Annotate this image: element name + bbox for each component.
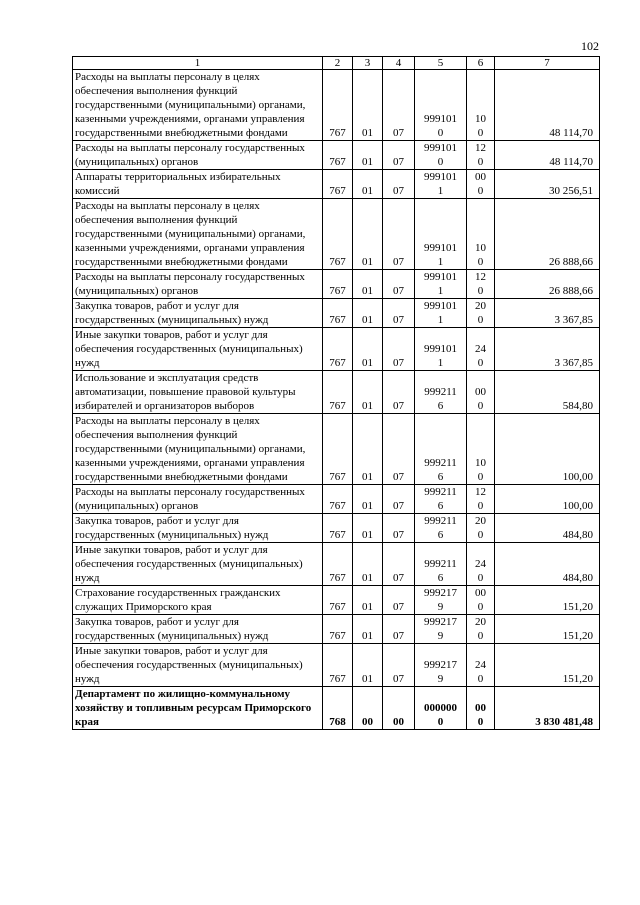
expense-type-cell xyxy=(467,644,495,687)
expense-type-cell-text: 0 xyxy=(477,185,484,197)
expense-type-cell-text: 0 xyxy=(477,500,484,512)
amount-cell xyxy=(495,141,600,170)
expense-type-cell-text: 0 xyxy=(477,471,484,483)
expense-type-cell-text: 0 xyxy=(477,156,484,168)
section-code-cell xyxy=(353,199,383,270)
target-article-cell xyxy=(415,170,467,199)
expense-name-cell xyxy=(73,485,323,514)
table-row xyxy=(73,328,600,371)
subsection-code-cell-text: 00 xyxy=(393,716,404,728)
target-article-cell-text: 999101 xyxy=(424,343,457,355)
table-row xyxy=(73,70,600,141)
expense-name-cell-text: Департамент по жилищно-коммунальному хозяйству и топливным ресурсам Приморского края xyxy=(75,688,312,728)
target-article-cell-text: 999211 xyxy=(424,515,457,527)
ministry-code-cell xyxy=(323,586,353,615)
expense-type-cell-text: 20 xyxy=(475,300,486,312)
target-article-cell-text: 999101 xyxy=(424,300,457,312)
header-cell: 1 xyxy=(73,57,323,70)
target-article-cell-text: 1 xyxy=(437,185,444,197)
expense-type-cell-text: 00 xyxy=(475,171,486,183)
table-row xyxy=(73,371,600,414)
section-code-cell xyxy=(353,141,383,170)
ministry-code-cell xyxy=(323,543,353,586)
amount-cell-text: 484,80 xyxy=(562,529,593,541)
ministry-code-cell xyxy=(323,70,353,141)
expense-type-cell-text: 10 xyxy=(475,113,486,125)
table-row xyxy=(73,299,600,328)
amount-cell xyxy=(495,270,600,299)
expense-type-cell-text: 0 xyxy=(477,716,484,728)
target-article-cell-text: 0 xyxy=(437,127,444,139)
section-code-cell xyxy=(353,615,383,644)
subsection-code-cell xyxy=(383,199,415,270)
amount-cell xyxy=(495,299,600,328)
section-code-cell xyxy=(353,328,383,371)
amount-cell xyxy=(495,615,600,644)
header-cell: 3 xyxy=(353,57,383,70)
expense-name-cell xyxy=(73,371,323,414)
expense-name-cell-text: Страхование государственных гражданских служащих Приморского края xyxy=(75,587,281,613)
expense-name-cell-text: Расходы на выплаты персоналу в целях обеспечения выполнения функций государственными (муниципальными) органами, казенными учреждениями, органами управления государственными внебюджетными фондами xyxy=(75,415,306,483)
amount-cell-text: 26 888,66 xyxy=(549,256,593,268)
expense-name-cell-text: Использование и эксплуатация средств автоматизации, повышение правовой культуры избирателей и организаторов выборов xyxy=(75,372,296,412)
expense-type-cell-text: 0 xyxy=(477,601,484,613)
ministry-code-cell-text: 767 xyxy=(329,285,346,297)
expense-type-cell xyxy=(467,70,495,141)
budget-table xyxy=(72,56,600,730)
section-code-cell-text: 01 xyxy=(362,630,373,642)
target-article-cell xyxy=(415,543,467,586)
expense-type-cell-text: 0 xyxy=(477,529,484,541)
ministry-code-cell xyxy=(323,485,353,514)
expense-type-cell-text: 00 xyxy=(475,386,486,398)
expense-name-cell xyxy=(73,644,323,687)
amount-cell xyxy=(495,70,600,141)
subsection-code-cell-text: 07 xyxy=(393,500,404,512)
expense-name-cell xyxy=(73,270,323,299)
section-code-cell xyxy=(353,485,383,514)
section-code-cell xyxy=(353,371,383,414)
subsection-code-cell xyxy=(383,586,415,615)
ministry-code-cell xyxy=(323,299,353,328)
table-row xyxy=(73,170,600,199)
table-row xyxy=(73,485,600,514)
expense-name-cell xyxy=(73,414,323,485)
target-article-cell-text: 999211 xyxy=(424,386,457,398)
expense-type-cell-text: 20 xyxy=(475,515,486,527)
section-code-cell xyxy=(353,414,383,485)
amount-cell xyxy=(495,586,600,615)
subsection-code-cell-text: 07 xyxy=(393,572,404,584)
ministry-code-cell-text: 767 xyxy=(329,185,346,197)
ministry-code-cell-text: 767 xyxy=(329,601,346,613)
amount-cell xyxy=(495,199,600,270)
target-article-cell xyxy=(415,586,467,615)
expense-type-cell-text: 12 xyxy=(475,271,486,283)
expense-name-cell-text: Расходы на выплаты персоналу в целях обеспечения выполнения функций государственными (муниципальными) органами, казенными учреждениями, органами управления государственными внебюджетными фондами xyxy=(75,71,306,139)
target-article-cell-text: 6 xyxy=(437,529,444,541)
subsection-code-cell xyxy=(383,644,415,687)
amount-cell-text: 151,20 xyxy=(562,673,593,685)
ministry-code-cell-text: 767 xyxy=(329,673,346,685)
expense-name-cell-text: Иные закупки товаров, работ и услуг для обеспечения государственных (муниципальных) нужд xyxy=(75,544,303,584)
ministry-code-cell xyxy=(323,514,353,543)
expense-type-cell-text: 24 xyxy=(475,343,486,355)
target-article-cell xyxy=(415,514,467,543)
expense-name-cell xyxy=(73,70,323,141)
target-article-cell-text: 6 xyxy=(437,500,444,512)
target-article-cell xyxy=(415,687,467,730)
target-article-cell-text: 6 xyxy=(437,471,444,483)
expense-type-cell xyxy=(467,687,495,730)
expense-name-cell xyxy=(73,615,323,644)
ministry-code-cell-text: 767 xyxy=(329,256,346,268)
amount-cell xyxy=(495,371,600,414)
target-article-cell-text: 999217 xyxy=(424,587,457,599)
target-article-cell xyxy=(415,414,467,485)
target-article-cell-text: 6 xyxy=(437,400,444,412)
target-article-cell xyxy=(415,371,467,414)
section-code-cell-text: 01 xyxy=(362,471,373,483)
ministry-code-cell-text: 767 xyxy=(329,529,346,541)
expense-type-cell-text: 24 xyxy=(475,659,486,671)
section-code-cell xyxy=(353,70,383,141)
section-code-cell-text: 01 xyxy=(362,127,373,139)
ministry-code-cell-text: 767 xyxy=(329,357,346,369)
expense-name-cell xyxy=(73,170,323,199)
amount-cell xyxy=(495,543,600,586)
subsection-code-cell-text: 07 xyxy=(393,601,404,613)
expense-name-cell-text: Расходы на выплаты персоналу в целях обеспечения выполнения функций государственными (муниципальными) органами, казенными учреждениями, органами управления государственными внебюджетными фондами xyxy=(75,200,306,268)
subsection-code-cell xyxy=(383,414,415,485)
header-cell: 4 xyxy=(383,57,415,70)
table-row xyxy=(73,141,600,170)
target-article-cell-text: 999101 xyxy=(424,142,457,154)
ministry-code-cell-text: 767 xyxy=(329,127,346,139)
target-article-cell xyxy=(415,199,467,270)
subsection-code-cell-text: 07 xyxy=(393,256,404,268)
ministry-code-cell xyxy=(323,414,353,485)
target-article-cell-text: 999211 xyxy=(424,457,457,469)
subsection-code-cell xyxy=(383,687,415,730)
expense-name-cell xyxy=(73,199,323,270)
expense-type-cell xyxy=(467,586,495,615)
expense-name-cell-text: Расходы на выплаты персоналу государственных (муниципальных) органов xyxy=(75,142,305,168)
expense-name-cell xyxy=(73,543,323,586)
amount-cell-text: 584,80 xyxy=(562,400,593,412)
expense-name-cell-text: Закупка товаров, работ и услуг для государственных (муниципальных) нужд xyxy=(75,300,269,326)
subsection-code-cell xyxy=(383,615,415,644)
target-article-cell-text: 999101 xyxy=(424,271,457,283)
header-cell: 2 xyxy=(323,57,353,70)
section-code-cell-text: 00 xyxy=(362,716,373,728)
table-row xyxy=(73,514,600,543)
amount-cell-text: 30 256,51 xyxy=(549,185,593,197)
section-code-cell xyxy=(353,270,383,299)
subsection-code-cell xyxy=(383,485,415,514)
amount-cell-text: 100,00 xyxy=(562,500,593,512)
expense-type-cell xyxy=(467,328,495,371)
expense-name-cell xyxy=(73,299,323,328)
subsection-code-cell xyxy=(383,514,415,543)
expense-type-cell xyxy=(467,141,495,170)
section-code-cell-text: 01 xyxy=(362,256,373,268)
amount-cell-text: 100,00 xyxy=(562,471,593,483)
subsection-code-cell-text: 07 xyxy=(393,630,404,642)
ministry-code-cell xyxy=(323,270,353,299)
subsection-code-cell xyxy=(383,543,415,586)
expense-type-cell-text: 00 xyxy=(475,587,486,599)
amount-cell xyxy=(495,485,600,514)
subsection-code-cell xyxy=(383,270,415,299)
expense-type-cell-text: 10 xyxy=(475,457,486,469)
table-row xyxy=(73,687,600,730)
table-row xyxy=(73,586,600,615)
target-article-cell xyxy=(415,615,467,644)
target-article-cell-text: 999101 xyxy=(424,113,457,125)
table-row xyxy=(73,199,600,270)
expense-type-cell-text: 0 xyxy=(477,572,484,584)
section-code-cell xyxy=(353,514,383,543)
target-article-cell-text: 9 xyxy=(437,673,444,685)
amount-cell xyxy=(495,644,600,687)
target-article-cell xyxy=(415,644,467,687)
expense-type-cell xyxy=(467,514,495,543)
target-article-cell-text: 6 xyxy=(437,572,444,584)
target-article-cell-text: 9 xyxy=(437,601,444,613)
section-code-cell xyxy=(353,586,383,615)
amount-cell-text: 3 367,85 xyxy=(554,357,593,369)
section-code-cell-text: 01 xyxy=(362,601,373,613)
subsection-code-cell xyxy=(383,328,415,371)
expense-type-cell-text: 0 xyxy=(477,256,484,268)
expense-type-cell xyxy=(467,414,495,485)
expense-name-cell-text: Расходы на выплаты персоналу государственных (муниципальных) органов xyxy=(75,271,305,297)
section-code-cell xyxy=(353,644,383,687)
section-code-cell-text: 01 xyxy=(362,572,373,584)
expense-name-cell xyxy=(73,586,323,615)
amount-cell-text: 26 888,66 xyxy=(549,285,593,297)
subsection-code-cell xyxy=(383,70,415,141)
expense-type-cell-text: 00 xyxy=(475,702,486,714)
subsection-code-cell-text: 07 xyxy=(393,400,404,412)
ministry-code-cell xyxy=(323,687,353,730)
header-cell: 5 xyxy=(415,57,467,70)
table-row xyxy=(73,270,600,299)
expense-type-cell-text: 0 xyxy=(477,314,484,326)
target-article-cell-text: 1 xyxy=(437,285,444,297)
subsection-code-cell-text: 07 xyxy=(393,185,404,197)
expense-type-cell-text: 12 xyxy=(475,142,486,154)
section-code-cell xyxy=(353,687,383,730)
subsection-code-cell-text: 07 xyxy=(393,471,404,483)
ministry-code-cell-text: 767 xyxy=(329,400,346,412)
target-article-cell-text: 999217 xyxy=(424,616,457,628)
header-cell: 6 xyxy=(467,57,495,70)
ministry-code-cell xyxy=(323,199,353,270)
expense-type-cell xyxy=(467,615,495,644)
expense-name-cell xyxy=(73,328,323,371)
expense-name-cell-text: Иные закупки товаров, работ и услуг для обеспечения государственных (муниципальных) нужд xyxy=(75,329,303,369)
expense-name-cell xyxy=(73,514,323,543)
subsection-code-cell-text: 07 xyxy=(393,127,404,139)
amount-cell-text: 48 114,70 xyxy=(549,127,593,139)
section-code-cell-text: 01 xyxy=(362,529,373,541)
subsection-code-cell-text: 07 xyxy=(393,673,404,685)
expense-type-cell-text: 0 xyxy=(477,400,484,412)
ministry-code-cell xyxy=(323,170,353,199)
section-code-cell-text: 01 xyxy=(362,400,373,412)
subsection-code-cell xyxy=(383,141,415,170)
expense-type-cell-text: 0 xyxy=(477,357,484,369)
target-article-cell xyxy=(415,270,467,299)
expense-type-cell-text: 24 xyxy=(475,558,486,570)
target-article-cell-text: 1 xyxy=(437,314,444,326)
page-number: 102 xyxy=(581,39,599,53)
expense-type-cell-text: 0 xyxy=(477,630,484,642)
subsection-code-cell xyxy=(383,170,415,199)
subsection-code-cell xyxy=(383,371,415,414)
amount-cell-text: 48 114,70 xyxy=(549,156,593,168)
ministry-code-cell-text: 767 xyxy=(329,471,346,483)
ministry-code-cell xyxy=(323,141,353,170)
expense-type-cell-text: 0 xyxy=(477,673,484,685)
amount-cell xyxy=(495,514,600,543)
section-code-cell-text: 01 xyxy=(362,500,373,512)
target-article-cell-text: 999101 xyxy=(424,242,457,254)
ministry-code-cell-text: 767 xyxy=(329,572,346,584)
expense-name-cell-text: Закупка товаров, работ и услуг для государственных (муниципальных) нужд xyxy=(75,515,269,541)
column-number-row xyxy=(73,57,600,70)
target-article-cell xyxy=(415,485,467,514)
target-article-cell xyxy=(415,328,467,371)
target-article-cell xyxy=(415,299,467,328)
target-article-cell-text: 1 xyxy=(437,357,444,369)
subsection-code-cell-text: 07 xyxy=(393,314,404,326)
subsection-code-cell-text: 07 xyxy=(393,156,404,168)
target-article-cell-text: 9 xyxy=(437,630,444,642)
expense-type-cell-text: 0 xyxy=(477,127,484,139)
expense-name-cell-text: Расходы на выплаты персоналу государственных (муниципальных) органов xyxy=(75,486,305,512)
expense-type-cell xyxy=(467,270,495,299)
table-row xyxy=(73,644,600,687)
target-article-cell-text: 999211 xyxy=(424,486,457,498)
expense-type-cell xyxy=(467,485,495,514)
header-cell: 7 xyxy=(495,57,600,70)
amount-cell-text: 151,20 xyxy=(562,601,593,613)
ministry-code-cell-text: 767 xyxy=(329,314,346,326)
expense-type-cell xyxy=(467,371,495,414)
table-row xyxy=(73,615,600,644)
expense-name-cell xyxy=(73,687,323,730)
target-article-cell-text: 999217 xyxy=(424,659,457,671)
amount-cell xyxy=(495,687,600,730)
target-article-cell-text: 0 xyxy=(437,156,444,168)
expense-name-cell-text: Закупка товаров, работ и услуг для государственных (муниципальных) нужд xyxy=(75,616,269,642)
table-row xyxy=(73,414,600,485)
section-code-cell-text: 01 xyxy=(362,185,373,197)
expense-type-cell-text: 12 xyxy=(475,486,486,498)
subsection-code-cell xyxy=(383,299,415,328)
expense-type-cell-text: 20 xyxy=(475,616,486,628)
section-code-cell-text: 01 xyxy=(362,285,373,297)
target-article-cell-text: 000000 xyxy=(424,702,457,714)
expense-type-cell xyxy=(467,170,495,199)
target-article-cell-text: 1 xyxy=(437,256,444,268)
amount-cell-text: 3 367,85 xyxy=(554,314,593,326)
section-code-cell-text: 01 xyxy=(362,357,373,369)
subsection-code-cell-text: 07 xyxy=(393,285,404,297)
ministry-code-cell xyxy=(323,371,353,414)
expense-type-cell-text: 0 xyxy=(477,285,484,297)
ministry-code-cell-text: 767 xyxy=(329,156,346,168)
ministry-code-cell xyxy=(323,644,353,687)
section-code-cell xyxy=(353,299,383,328)
table-row xyxy=(73,543,600,586)
expense-name-cell xyxy=(73,141,323,170)
subsection-code-cell-text: 07 xyxy=(393,357,404,369)
ministry-code-cell xyxy=(323,615,353,644)
section-code-cell xyxy=(353,170,383,199)
amount-cell-text: 151,20 xyxy=(562,630,593,642)
amount-cell xyxy=(495,414,600,485)
expense-name-cell-text: Иные закупки товаров, работ и услуг для обеспечения государственных (муниципальных) нужд xyxy=(75,645,303,685)
target-article-cell-text: 999211 xyxy=(424,558,457,570)
target-article-cell xyxy=(415,141,467,170)
amount-cell xyxy=(495,170,600,199)
expense-type-cell-text: 10 xyxy=(475,242,486,254)
target-article-cell-text: 0 xyxy=(437,716,444,728)
amount-cell xyxy=(495,328,600,371)
subsection-code-cell-text: 07 xyxy=(393,529,404,541)
section-code-cell xyxy=(353,543,383,586)
section-code-cell-text: 01 xyxy=(362,673,373,685)
ministry-code-cell-text: 768 xyxy=(329,716,346,728)
expense-name-cell-text: Аппараты территориальных избирательных комиссий xyxy=(75,171,281,197)
ministry-code-cell-text: 767 xyxy=(329,630,346,642)
ministry-code-cell-text: 767 xyxy=(329,500,346,512)
ministry-code-cell xyxy=(323,328,353,371)
target-article-cell xyxy=(415,70,467,141)
amount-cell-text: 484,80 xyxy=(562,572,593,584)
section-code-cell-text: 01 xyxy=(362,314,373,326)
amount-cell-text: 3 830 481,48 xyxy=(535,716,593,728)
expense-type-cell xyxy=(467,199,495,270)
section-code-cell-text: 01 xyxy=(362,156,373,168)
expense-type-cell xyxy=(467,543,495,586)
target-article-cell-text: 999101 xyxy=(424,171,457,183)
expense-type-cell xyxy=(467,299,495,328)
